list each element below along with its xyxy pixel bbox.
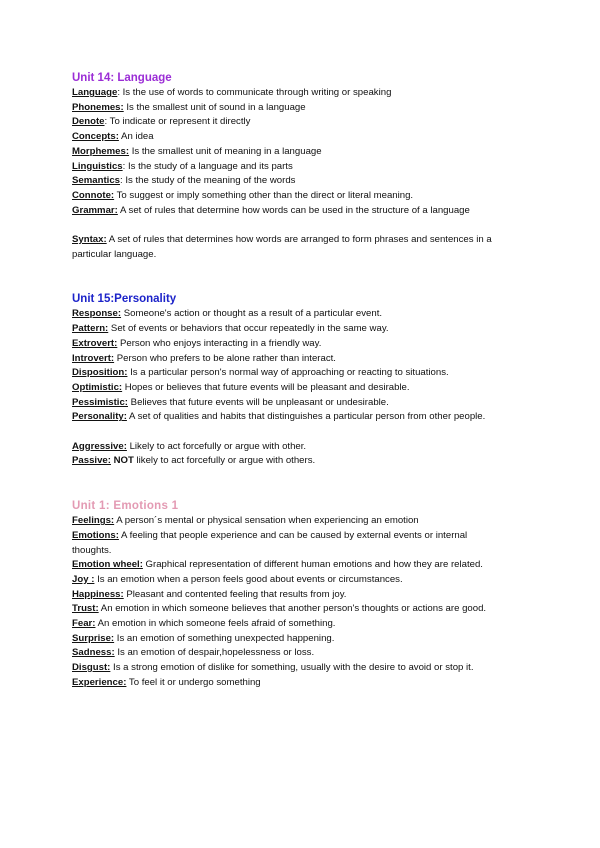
- definition: To feel it or undergo something: [126, 676, 261, 688]
- definition: : To indicate or represent it directly: [104, 116, 251, 128]
- definition: Believes that future events will be unpleasant or undesirable.: [128, 396, 389, 408]
- term: Fear:: [72, 618, 96, 630]
- term: Language: [72, 87, 118, 98]
- glossary-entry: [72, 101, 502, 116]
- definition: A person´s mental or physical sensation when experiencing an emotion: [114, 515, 419, 527]
- unit-personality: [72, 291, 502, 469]
- term: Aggressive:: [72, 440, 127, 452]
- unit-title: Unit 14: Language: [72, 72, 172, 84]
- term: Pessimistic:: [72, 396, 128, 408]
- glossary-entry: [72, 454, 502, 469]
- definition: : Is the use of words to communicate through writing or speaking: [117, 87, 392, 98]
- definition: An idea: [118, 131, 154, 143]
- definition: A set of qualities and habits that distinguishes a particular person from other people.: [126, 411, 486, 423]
- term: Morphemes:: [72, 145, 130, 157]
- definition: Set of events or behaviors that occur repeatedly in the same way.: [108, 323, 389, 335]
- glossary-entry: [72, 189, 502, 204]
- unit-language: [72, 70, 502, 262]
- document-page: [72, 70, 502, 691]
- glossary-entry: [72, 115, 502, 130]
- glossary-entry: [72, 337, 502, 352]
- definition: Someone's action or thought as a result of a particular event.: [121, 308, 383, 320]
- definition: Person who prefers to be alone rather than interact.: [114, 352, 336, 364]
- definition: Is an emotion when a person feels good about events or circumstances.: [94, 573, 403, 585]
- term: Trust:: [72, 603, 99, 615]
- glossary-entry: [72, 558, 502, 573]
- definition: A feeling that people experience and can be caused by external events or internal thoughts.: [72, 529, 468, 556]
- term: Response:: [72, 308, 122, 320]
- definition: Graphical representation of different human emotions and how they are related.: [142, 559, 483, 571]
- term: Emotions:: [72, 529, 119, 541]
- definition: Hopes or believes that future events will be pleasant and desirable.: [122, 381, 410, 393]
- term: Passive:: [72, 455, 111, 467]
- glossary-entry: [72, 573, 502, 588]
- glossary-entry: [72, 514, 502, 529]
- definition: Is a strong emotion of dislike for something, usually with the desire to avoid or stop it.: [110, 662, 474, 674]
- definition: An emotion in which someone feels afraid of something.: [95, 618, 336, 630]
- glossary-entry: [72, 86, 502, 101]
- term: Happiness:: [72, 588, 124, 600]
- definition: Likely to act forcefully or argue with other.: [126, 440, 307, 452]
- spacer: [72, 218, 502, 233]
- term: Surprise:: [72, 632, 115, 644]
- definition: Is an emotion of something unexpected happening.: [114, 632, 335, 644]
- spacer: [72, 425, 502, 440]
- term: Sadness:: [72, 647, 115, 659]
- glossary-entry: [72, 646, 502, 661]
- glossary-entry: [72, 233, 502, 262]
- glossary-entry: [72, 204, 502, 219]
- term: Optimistic:: [72, 381, 123, 393]
- term: Extrovert:: [72, 337, 118, 349]
- term: Disgust:: [72, 662, 111, 674]
- glossary-entry: [72, 632, 502, 647]
- glossary-entry: [72, 617, 502, 632]
- term: Linguistics: [72, 160, 123, 172]
- term: Experience:: [72, 676, 127, 688]
- glossary-entry: [72, 602, 502, 617]
- glossary-entry: [72, 676, 502, 691]
- definition: To suggest or imply something other than the direct or literal meaning.: [114, 189, 414, 201]
- unit-title: Unit 15:Personality: [72, 293, 177, 306]
- definition: An emotion in which someone believes that another person's thoughts or actions are good.: [98, 603, 487, 615]
- term: Semantics: [72, 175, 120, 187]
- term: Feelings:: [72, 515, 115, 527]
- glossary-entry: [72, 307, 502, 322]
- definition: Is an emotion of despair,hopelessness or loss.: [114, 647, 315, 659]
- term: Joy :: [72, 573, 95, 585]
- definition: : Is the study of the meaning of the words: [120, 175, 296, 187]
- definition: A set of rules that determine how words can be used in the structure of a language: [117, 204, 470, 216]
- emphasis: NOT: [113, 455, 134, 467]
- definition: Is the smallest unit of meaning in a language: [129, 145, 322, 157]
- term: Emotion wheel:: [72, 559, 143, 571]
- term: Grammar:: [72, 204, 118, 216]
- glossary-entry: [72, 130, 502, 145]
- definition: Is a particular person's normal way of approaching or reacting to situations.: [127, 367, 449, 379]
- definition: A set of rules that determines how words are arranged to form phrases and sentences in a particular language.: [72, 234, 492, 260]
- section-spacer: [72, 469, 502, 498]
- unit-emotions: [72, 498, 502, 690]
- definition: Pleasant and contented feeling that results from joy.: [123, 588, 347, 600]
- term: Pattern:: [72, 323, 109, 335]
- term: Introvert:: [72, 352, 115, 364]
- term: Denote: [72, 116, 105, 128]
- definition: Is the smallest unit of sound in a language: [123, 101, 306, 113]
- glossary-entry: [72, 440, 502, 455]
- term: Phonemes:: [72, 101, 124, 113]
- glossary-entry: [72, 588, 502, 603]
- term: Personality:: [72, 411, 127, 423]
- glossary-entry: [72, 529, 502, 558]
- glossary-entry: [72, 145, 502, 160]
- glossary-entry: [72, 352, 502, 367]
- term: Disposition:: [72, 367, 128, 379]
- glossary-entry: [72, 410, 502, 425]
- section-spacer: [72, 262, 502, 291]
- glossary-entry: [72, 381, 502, 396]
- glossary-entry: [72, 174, 502, 189]
- definition: : Is the study of a language and its parts: [122, 160, 293, 172]
- unit-title: Unit 1: Emotions 1: [72, 500, 179, 513]
- term: Connote:: [72, 189, 115, 201]
- glossary-entry: [72, 322, 502, 337]
- glossary-entry: [72, 366, 502, 381]
- glossary-entry: [72, 661, 502, 676]
- glossary-entry: [72, 160, 502, 175]
- glossary-entry: [72, 396, 502, 411]
- definition: Person who enjoys interacting in a friendly way.: [117, 337, 322, 349]
- term: Syntax:: [72, 234, 107, 246]
- definition: likely to act forcefully or argue with others.: [133, 455, 316, 467]
- term: Concepts:: [72, 131, 119, 143]
